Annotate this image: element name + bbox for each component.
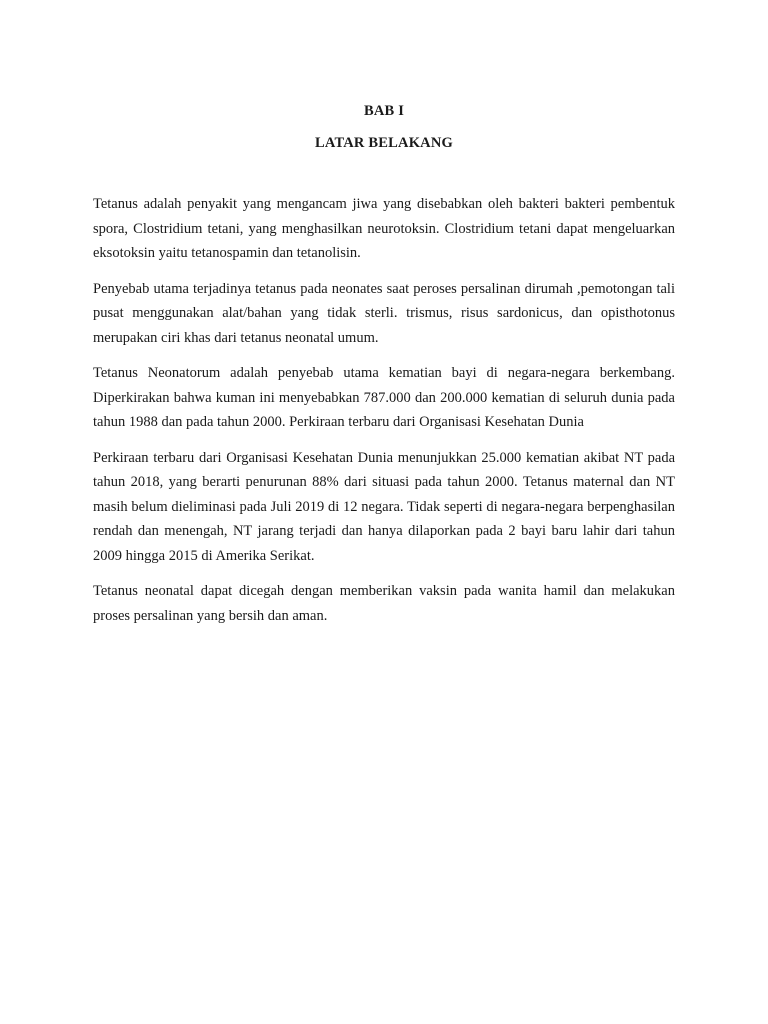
paragraph-1: Tetanus adalah penyakit yang mengancam jiwa yang disebabkan oleh bakteri bakteri pembentuk spora, Clostridium tetani, yang menghasilkan neurotoksin. Clostridium tetani dapat mengeluarkan eksotoksin yaitu tetanospamin dan tetanolisin. — [93, 196, 675, 261]
paragraph-5: Tetanus neonatal dapat dicegah dengan memberikan vaksin pada wanita hamil dan melakukan proses persalinan yang bersih dan aman. — [93, 583, 675, 624]
body-text — [93, 192, 675, 639]
paragraph-2: Penyebab utama terjadinya tetanus pada neonates saat peroses persalinan dirumah ,pemotongan tali pusat menggunakan alat/bahan yang tidak sterli. trismus, risus sardonicus, dan opisthotonus merupakan ciri khas dari tetanus neonatal umum. — [93, 280, 675, 346]
paragraph-4: Perkiraan terbaru dari Organisasi Kesehatan Dunia menunjukkan 25.000 kematian akibat NT pada tahun 2018, yang berarti penurunan 88% dari situasi pada tahun 2000. Tetanus maternal dan NT masih belum dieliminasi pada Juli 2019 di 12 negara. Tidak seperti di negara-negara berpenghasilan rendah dan menengah, NT jarang terjadi dan hanya dilaporkan pada 2 bayi baru lahir dari tahun 2009 hingga 2015 di Amerika Serikat. — [93, 449, 675, 564]
chapter-heading: BAB I — [363, 103, 405, 119]
paragraph-3: Tetanus Neonatorum adalah penyebab utama kematian bayi di negara-negara berkembang. Diperkirakan bahwa kuman ini menyebabkan 787.000 dan 200.000 kematian di seluruh dunia pada tahun 1988 dan pada tahun 2000. Perkiraan terbaru dari Organisasi Kesehatan Dunia — [93, 365, 675, 430]
section-title: LATAR BELAKANG — [314, 135, 453, 151]
